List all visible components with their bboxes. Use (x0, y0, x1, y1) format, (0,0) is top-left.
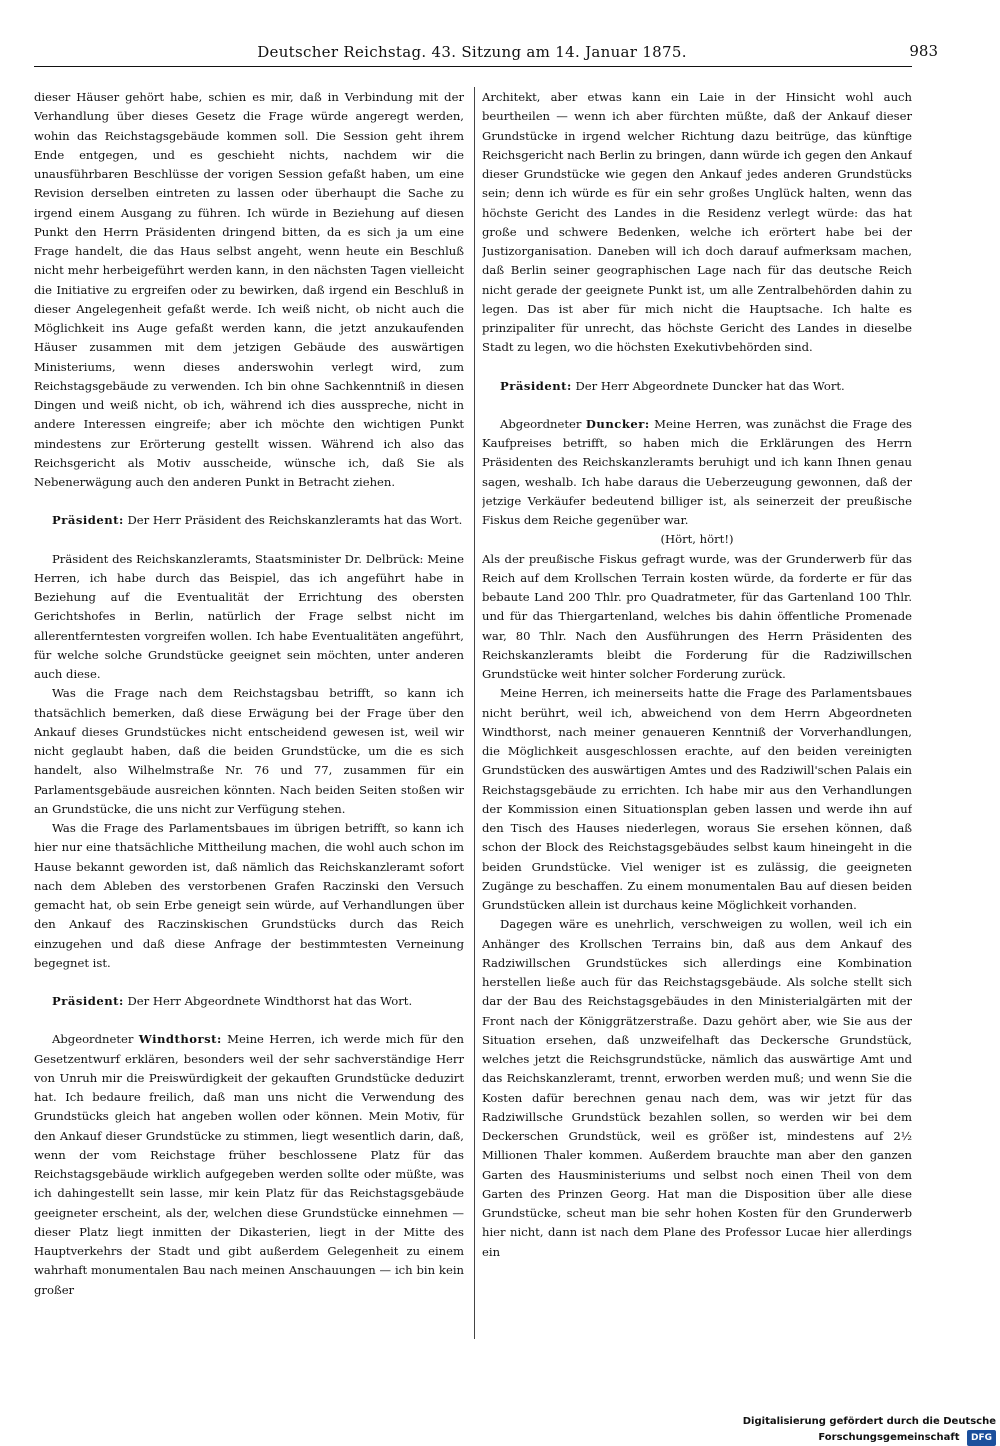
paragraph-text: Meine Herren, ich meinerseits hatte die Frage des Parlamentsbaues nicht berührt, weil ich, abweichend von dem Herrn Abgeordneten Windthorst, nach meiner genaueren Kenntniß der Vorverhandlungen, die Möglichkeit ausgeschlossen erachte, auf den beiden vereinigten Grundstücken des auswärtigen Amtes und des Radziwill'schen Palais ein Reichstagsgebäude zu errichten. Ich habe mir aus den Verhandlungen der Kommission einen Situationsplan geben lassen und werde ihn auf den Tisch des Hauses niederlegen, woraus Sie ersehen können, daß schon der Block des Reichstagsgebäudes selbst kaum hineingeht in die beiden Grundstücke. Viel weniger ist es zulässig, die geeigneten Zugänge zu beschaffen. Zu einem monumentalen Bau auf diesen beiden Grundstücken allein ist durchaus keine Möglichkeit vorhanden. (482, 686, 912, 912)
column-divider (474, 87, 475, 1339)
page-title: Deutscher Reichstag. 43. Sitzung am 14. Januar 1875. (257, 43, 687, 61)
footer-text: Digitalisierung gefördert durch die Deutsche Forschungsgemeinschaft (742, 1416, 996, 1443)
paragraph-text: Architekt, aber etwas kann ein Laie in der Hinsicht wohl auch beurtheilen — wenn ich aber fürchten müßte, daß der Ankauf dieser Grundstücke in irgend welcher Richtung dazu beitrüge, das künftige Reichsgericht nach Berlin zu bringen, dann würde ich gegen den Ankauf dieser Grundstücke wie gegen den Ankauf jedes anderen Grundstücks sein; denn ich würde es für ein sehr großes Unglück halten, wenn das höchste Gericht des Landes in die Residenz verlegt würde: das hat große und schwere Bedenken, welche ich erörtert habe bei der Justizorganisation. Daneben will ich doch darauf aufmerksam machen, daß Berlin seiner geographischen Lage nach für das deutsche Reich nicht gerade der geeignete Punkt ist, um alle Zentralbehörden dahin zu legen. Das ist aber für mich nicht die Hauptsache. Ich halte es prinzipaliter für unrecht, das höchste Gericht des Landes in dieselbe Stadt zu legen, wo die höchsten Exekutivbehörden sind. (482, 90, 912, 355)
paragraph-text: Als der preußische Fiskus gefragt wurde, was der Grunderwerb für das Reich auf dem Krollschen Terrain kosten würde, da forderte er für das bebaute Land 200 Thlr. pro Quadratmeter, für das Gartenland 100 Thlr. und für das Thiergartenland, welches bis dahin öffentliche Promenade war, 80 Thlr. Nach den Ausführungen des Herrn Präsidenten des Reichskanzleramts bleibt die Forderung für die Radziwillschen Grundstücke weit hinter solcher Forderung zurück. (482, 551, 912, 681)
speaker-name: Duncker: (585, 416, 650, 431)
paragraph (34, 1030, 464, 1300)
paragraph-text: Der Herr Abgeordnete Windthorst hat das Wort. (127, 994, 413, 1008)
paragraph-text: Der Herr Präsident des Reichskanzleramts hat das Wort. (127, 513, 463, 528)
header-rule (34, 66, 912, 67)
paragraph (482, 550, 912, 685)
paragraph (34, 550, 464, 685)
paragraph-text: Präsident des Reichskanzleramts, Staatsminister Dr. Delbrück: Meine Herren, ich habe durch das Beispiel, das ich angeführt habe in Beziehung auf die Eventualität der Errichtung des obersten Gerichtshofes in Berlin, natürlich der Frage selbst nicht im allerentferntesten vorgreifen wollen. Ich habe Eventualitäten angeführt, für welche solche Grundstücke geeignet sein möchten, unter anderen auch diese. (34, 551, 464, 681)
page-number: 983 (909, 42, 938, 60)
paragraph-text: Der Herr Abgeordnete Duncker hat das Wort. (575, 378, 845, 393)
left-column (34, 88, 464, 1348)
paragraph (34, 992, 464, 1011)
speaker-prefix: Abgeordneter (52, 1032, 139, 1047)
speaker-name: Präsident: (500, 378, 572, 393)
right-column (482, 88, 912, 1348)
paragraph (482, 88, 912, 358)
paragraph (34, 88, 464, 492)
paragraph (482, 415, 912, 531)
paragraph (34, 684, 464, 819)
speaker-name: Präsident: (52, 994, 124, 1008)
paragraph-text: Was die Frage des Parlamentsbaues im übrigen betrifft, so kann ich hier nur eine thatsächliche Mittheilung machen, die wohl auch schon im Hause bekannt geworden ist, daß nämlich das Reichskanzleramt sofort nach dem Ableben des verstorbenen Grafen Raczinski den Versuch gemacht hat, ob sein Erbe geneigt sein würde, auf Verhandlungen über den Ankauf des Raczinskischen Grundstücks durch das Reich einzugehen und daß diese Anfrage der bestimmtesten Verneinung begegnet ist. (34, 821, 464, 970)
speaker-name: Präsident: (52, 513, 124, 528)
paragraph (482, 377, 912, 396)
dfg-logo-icon: DFG (967, 1430, 996, 1446)
paragraph (482, 684, 912, 915)
paragraph (482, 915, 912, 1262)
paragraph-text: Was die Frage nach dem Reichstagsbau betrifft, so kann ich thatsächlich bemerken, daß diese Erwägung bei der Frage über den Ankauf dieses Grundstückes nicht entscheidend gewesen ist, weil wir nicht geglaubt haben, daß die beiden Grundstücke, um die es sich handelt, also Wilhelmstraße Nr. 76 und 77, zusammen für ein Parlamentsgebäude ausreichen könnten. Nach beiden Seiten stoßen wir an Grundstücke, die uns nicht zur Verfügung stehen. (34, 686, 464, 816)
page-header (34, 40, 938, 64)
footer-credit (606, 1414, 996, 1443)
speaker-name: Windthorst: (138, 1032, 222, 1047)
paragraph-text: dieser Häuser gehört habe, schien es mir, daß in Verbindung mit der Verhandlung über dieses Gesetz die Frage würde angeregt werden, wohin das Reichstagsgebäude kommen soll. Die Session geht ihrem Ende entgegen, und es geschieht nichts, nachdem wir die unausführbaren Beschlüsse der vorigen Session gefaßt haben, um eine Revision derselben eintreten zu lassen oder überhaupt die Sache zu irgend einem Ausgang zu führen. Ich würde in Beziehung auf diesen Punkt den Herrn Präsidenten dringend bitten, da es sich ja um eine Frage handelt, die das Haus selbst angeht, wenn heute ein Beschluß nicht mehr herbeigeführt werden kann, in den nächsten Tagen vielleicht die Initiative zu ergreifen oder zu bewirken, daß irgend ein Beschluß in dieser Angelegenheit gefaßt werde. Ich weiß nicht, ob nicht auch die Möglichkeit ins Auge gefaßt werden kann, die jetzt anzukaufenden Häuser zusammen mit dem jetzigen Gebäude des auswärtigen Ministeriums, wenn dieses anderswohin verlegt wird, zum Reichstagsgebäude zu verwenden. Ich bin ohne Sachkenntniß in diesen Dingen und weiß nicht, ob ich, während ich dies ausspreche, nicht in andere Interessen eingreife; aber ich möchte den wichtigen Punkt mindestens zur Erörterung gestellt wissen. Während ich also das Reichsgericht als Motiv ausscheide, wünsche ich, daß Sie als Nebenerwägung auch den anderen Punkt in Betracht ziehen. (34, 90, 464, 489)
paragraph-text: Dagegen wäre es unehrlich, verschweigen zu wollen, weil ich ein Anhänger des Krollschen Terrains bin, daß aus dem Ankauf des Radziwillschen Grundstückes sich allerdings eine Kombination herstellen ließe auch für das Reichstagsgebäude. Als solche stellt sich dar der Bau des Reichstagsgebäudes in den Ministerialgärten mit der Front nach der Königgrätzerstraße. Dazu gehört aber, wie Sie aus der Situation ersehen, daß unzweifelhaft das Deckersche Grundstück, welches jetzt die Reichsgrundstücke, nämlich das auswärtige Amt und das Reichskanzleramt, trennt, erworben werden muß; und wenn Sie die Kosten dafür berechnen genau nach dem, was wir jetzt für das Radziwillsche Grundstück bezahlen sollen, so werden wir bei dem Deckerschen Grundstück, weil es größer ist, mindestens auf 2½ Millionen Thaler kommen. Außerdem brauchte man aber den ganzen Garten des Hausministeriums und selbst noch einen Theil von dem Garten des Prinzen Georg. Hat man die Disposition über alle diese Grundstücke, scheut man bie sehr hohen Kosten für den Grunderwerb hier nicht, dann ist nach dem Plane des Professor Lucae hier allerdings ein (482, 917, 912, 1259)
paragraph (34, 819, 464, 973)
speaker-prefix: Abgeordneter (500, 416, 586, 431)
paragraph-text: Meine Herren, ich werde mich für den Gesetzentwurf erklären, besonders weil der sehr sachverständige Herr von Unruh mir die Preiswürdigkeit der gekauften Grundstücke deduzirt hat. Ich bedaure freilich, daß man uns nicht die Verwendung des Grundstücks gleich hat angeben wollen oder können. Mein Motiv, für den Ankauf dieser Grundstücke zu stimmen, liegt wesentlich darin, daß, wenn der vom Reichstage früher beschlossene Platz für das Reichstagsgebäude wirklich aufgegeben werden sollte oder müßte, was ich dahingestellt sein lasse, mir kein Platz für das Reichstagsgebäude geeigneter erscheint, als der, welchen diese Grundstücke einnehmen — dieser Platz liegt inmitten der Dikasterien, liegt in der Mitte des Hauptverkehrs der Stadt und gibt außerdem Gelegenheit zu einem wahrhaft monumentalen Bau nach meinen Anschauungen — ich bin kein großer (34, 1032, 464, 1297)
paragraph-text: Meine Herren, was zunächst die Frage des Kaufpreises betrifft, so haben mich die Erklärungen des Herrn Präsidenten des Reichskanzleramts beruhigt und ich kann Ihnen genau sagen, weshalb. Ich habe daraus die Ueberzeugung gewonnen, daß der jetzige Verkäufer bedeutend billiger ist, als seinerzeit der preußische Fiskus dem Reiche gegenüber war. (482, 416, 912, 527)
paragraph (34, 511, 464, 530)
interjection: (Hört, hört!) (660, 532, 734, 547)
